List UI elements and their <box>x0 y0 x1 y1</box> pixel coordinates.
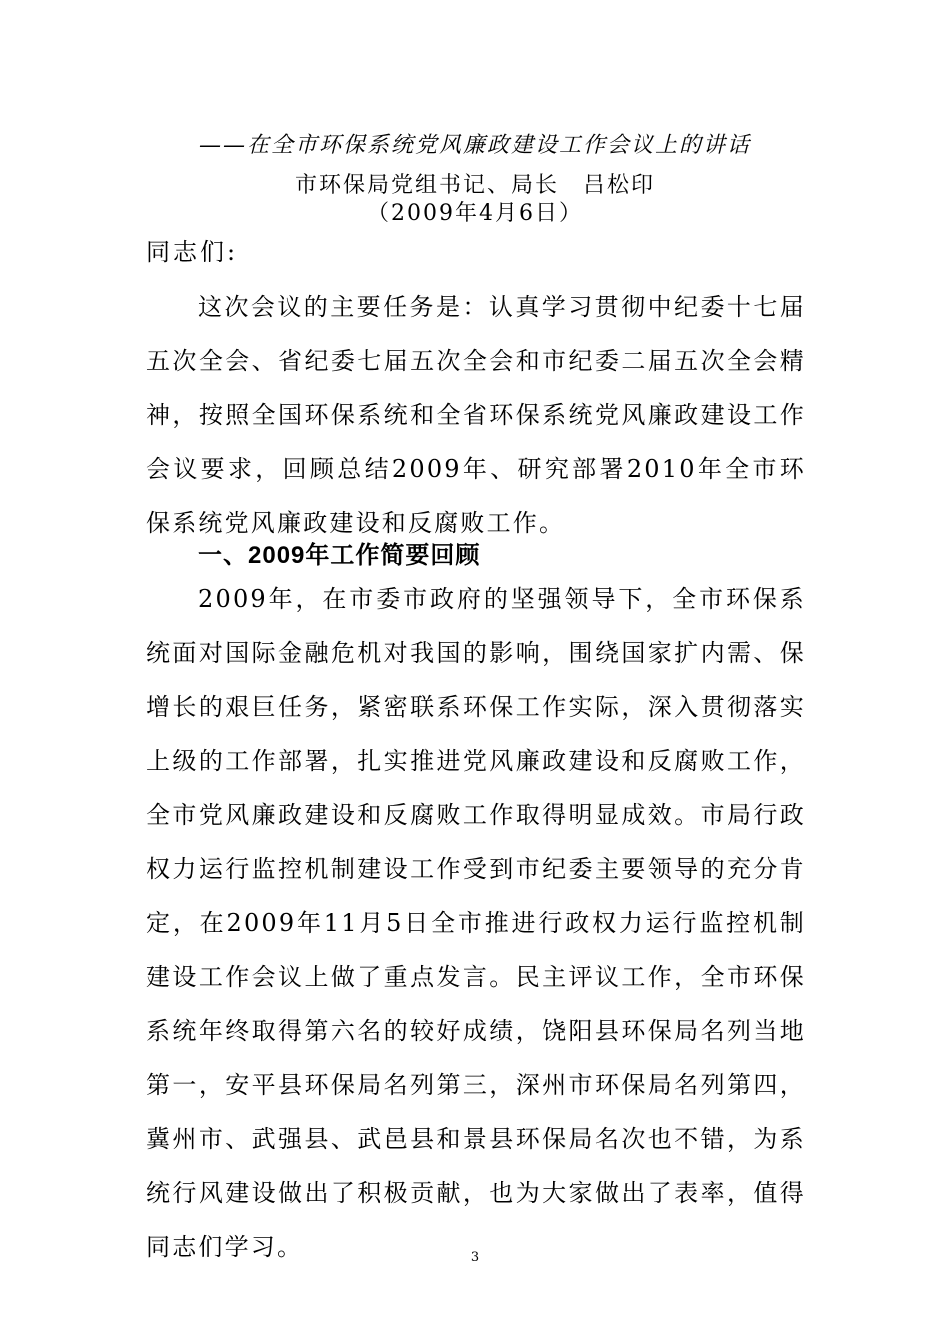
review-paragraph: 2009年，在市委市政府的坚强领导下，全市环保系统面对国际金融危机对我国的影响，围绕国家扩内需、保增长的艰巨任务，紧密联系环保工作实际，深入贯彻落实上级的工作部署，扎实推进党风廉政建设和反腐败工作，全市党风廉政建设和反腐败工作取得明显成效。市局行政权力运行监控机制建设工作受到市纪委主要领导的充分肯定，在2009年11月5日全市推进行政权力运行监控机制建设工作会议上做了重点发言。民主评议工作，全市环保系统年终取得第六名的较好成绩，饶阳县环保局名列当地第一，安平县环保局名列第三，深州市环保局名列第四，冀州市、武强县、武邑县和景县环保局名次也不错，为系统行风建设做出了积极贡献，也为大家做出了表率，值得同志们学习。 <box>146 585 806 1261</box>
speech-date: （2009年4月6日） <box>367 201 583 226</box>
section-heading: 一、2009年工作简要回顾 <box>198 542 481 569</box>
greeting: 同志们: <box>146 238 239 266</box>
intro-paragraph: 这次会议的主要任务是：认真学习贯彻中纪委十七届五次全会、省纪委七届五次全会和市纪委二届五次全会精神，按照全国环保系统和全省环保系统党风廉政建设工作会议要求，回顾总结2009年、研究部署2010年全市环保系统党风廉政建设和反腐败工作。 <box>146 293 806 537</box>
speaker-line: 市环保局党组书记、局长 吕松印 <box>294 173 655 198</box>
page-number: 3 <box>470 1250 480 1265</box>
speech-subtitle: ——在全市环保系统党风廉政建设工作会议上的讲话 <box>198 133 751 158</box>
